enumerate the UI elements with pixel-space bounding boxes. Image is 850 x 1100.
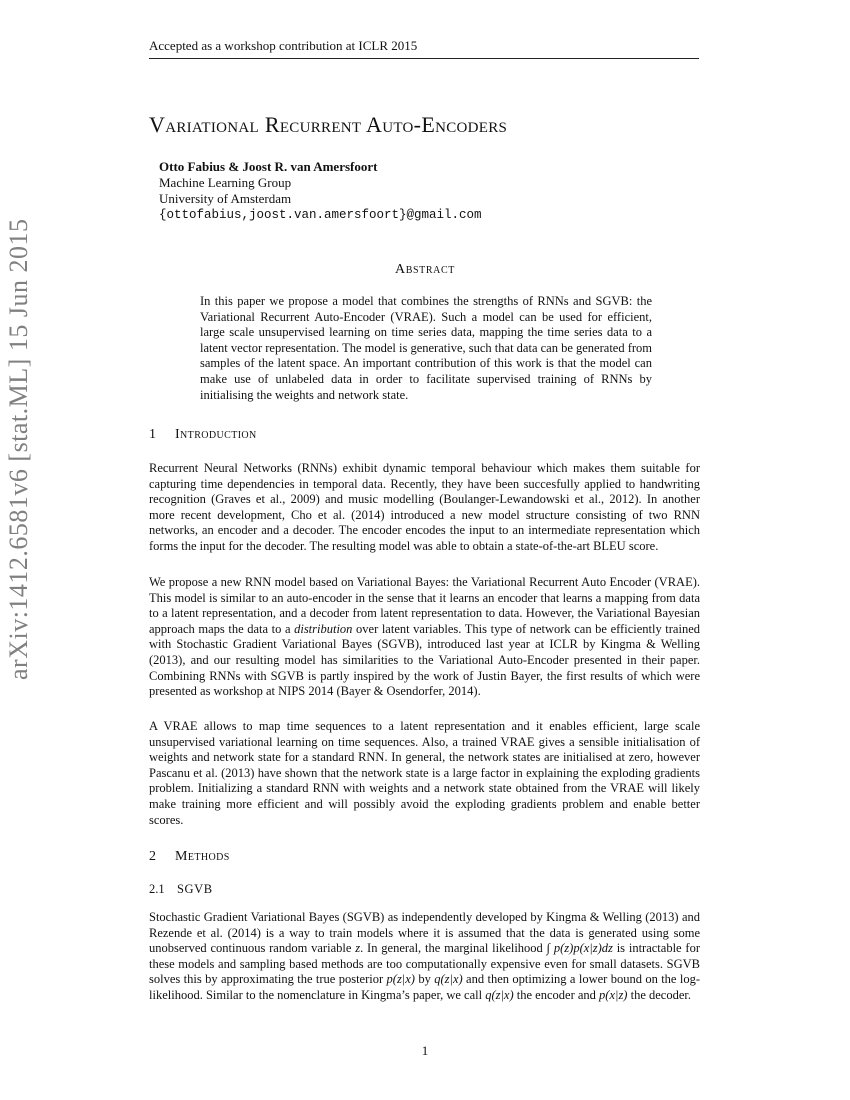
author-affiliation-university: University of Amsterdam xyxy=(159,191,292,206)
running-header: Accepted as a workshop contribution at ICLR 2015 xyxy=(149,38,699,59)
abstract-heading: Abstract xyxy=(395,262,455,277)
intro-paragraph-3: A VRAE allows to map time sequences to a latent representation and it enables efficient, large scale unsupervised variational learning on time sequences. Also, a trained VRAE gives a sensible initialisation of weights and network state for a standard RNN. In general, the network states are initialised at zero, however Pascanu et al. (2013) have shown that the network state is a large factor in explaining the exploding gradients problem. Initializing a standard RNN with weights and a network state obtained from the VRAE will likely make training more efficient and will possibly avoid the exploding gradients problem and enable better scores. xyxy=(149,719,700,827)
arxiv-identifier: arXiv:1412.6581v6 [stat.ML] 15 Jun 2015 xyxy=(4,218,33,680)
sgvb-paragraph: Stochastic Gradient Variational Bayes (SGVB) as independently developed by Kingma & Welling (2013) and Rezende et al. (2014) is a way to train models where it is assumed that the data is generated using some unobserved continuous random variable z. In general, the marginal likelihood ∫ p(z)p(x|z)dz is intractable for these models and sampling based methods are too computationally expensive even for small datasets. SGVB solves this by approximating the true posterior p(z|x) by q(z|x) and then optimizing a lower bound on the log-likelihood. Similar to the nomenclature in Kingma’s paper, we call q(z|x) the encoder and p(x|z) the decoder. xyxy=(149,910,701,1002)
math-decoder: p(x|z) xyxy=(599,987,628,1002)
section-number: 1 xyxy=(149,427,157,442)
paper-title: Variational Recurrent Auto-Encoders xyxy=(149,112,508,137)
emphasis-distribution: distribution xyxy=(294,621,353,636)
math-approx-posterior: q(z|x) xyxy=(434,972,463,987)
subsection-title: SGVB xyxy=(177,882,213,896)
intro-paragraph-2: We propose a new RNN model based on Variational Bayes: the Variational Recurrent Auto Encoder (VRAE). This model is similar to an auto-encoder in the sense that it learns an encoder that learns a mapping from data to a latent representation, and a decoder from latent representation to data. However, the Variational Bayesian approach maps the data to a distribution over latent variables. This type of network can be efficiently trained with Stochastic Gradient Variational Bayes (SGVB), introduced last year at ICLR by Kingma & Welling (2013), and our resulting model has similarities to the Variational Auto-Encoder presented in their paper. Combining RNNs with SGVB is partly inspired by the work of Justin Bayer, the first results of which were presented as workshop at NIPS 2014 (Bayer & Osendorfer, 2014). xyxy=(149,575,701,699)
math-encoder: q(z|x) xyxy=(485,987,514,1002)
section-number: 2 xyxy=(149,849,157,864)
abstract-text: In this paper we propose a model that combines the strengths of RNNs and SGVB: the Variational Recurrent Auto-Encoder (VRAE). Such a model can be used for efficient, large scale unsupervised learning on time series data, mapping the time series data to a latent vector representation. The model is generative, such that data can be generated from samples of the latent space. An important contribution of this work is that the model can make use of unlabeled data in order to facilitate supervised training of RNNs by initialising the weights and network state. xyxy=(200,294,653,402)
author-affiliation-group: Machine Learning Group xyxy=(159,175,292,190)
section-title: Introduction xyxy=(175,427,257,442)
author-block xyxy=(159,159,679,223)
intro-paragraph-1: Recurrent Neural Networks (RNNs) exhibit dynamic temporal behaviour which makes them suitable for capturing time dependencies in temporal data. Recently, they have been succesfully applied to handwriting recognition (Graves et al., 2009) and music modelling (Boulanger-Lewandowski et al., 2012). In another more recent development, Cho et al. (2014) introduced a new model structure consisting of two RNN networks, an encoder and a decoder. The encoder encodes the input to an intermediate representation which forms the input for the decoder. The resulting model was able to obtain a state-of-the-art BLEU score. xyxy=(149,461,700,553)
section-heading-methods xyxy=(149,849,230,865)
section-title: Methods xyxy=(175,849,230,864)
page-number: 1 xyxy=(421,1043,429,1058)
subsection-number: 2.1 xyxy=(149,882,165,896)
author-email: {ottofabius,joost.van.amersfoort}@gmail.com xyxy=(159,208,482,222)
math-z: z xyxy=(355,941,361,956)
author-names: Otto Fabius & Joost R. van Amersfoort xyxy=(159,159,378,174)
math-true-posterior: p(z|x) xyxy=(386,972,415,987)
section-heading-introduction xyxy=(149,427,257,443)
math-marginal-likelihood: ∫ p(z)p(x|z)dz xyxy=(546,941,613,956)
subsection-heading-sgvb xyxy=(149,882,213,897)
